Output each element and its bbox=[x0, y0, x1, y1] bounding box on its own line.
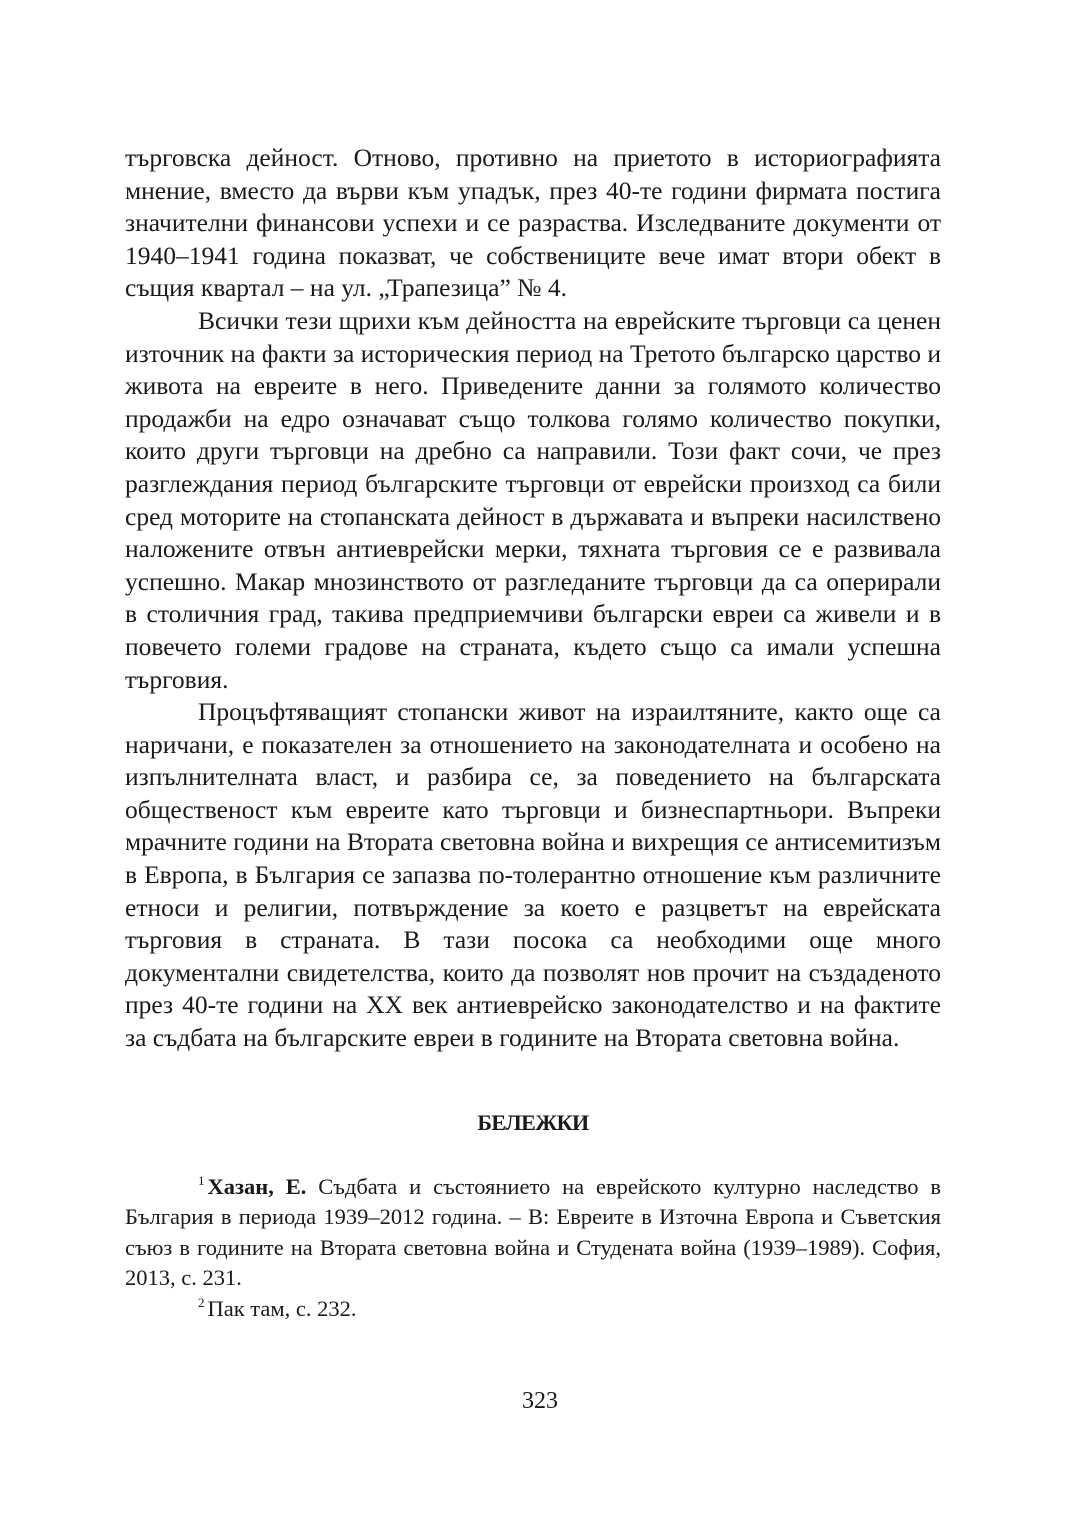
note-2 bbox=[125, 1294, 941, 1325]
note-text: Съдбата и състоянието на еврейското културно наследство в България в периода 1939–2012 година. – В: Евреите в Източна Европа и Съветския съюз в годините на Втората световна война и Студената война (1939–1989). София, 2013, с. 231. bbox=[125, 1173, 941, 1291]
note-1 bbox=[125, 1172, 941, 1294]
note-text: Пак там, с. 232. bbox=[207, 1295, 357, 1321]
page-content bbox=[125, 142, 941, 1324]
note-number: 1 bbox=[198, 1173, 205, 1189]
note-author: Хазан, Е. bbox=[207, 1173, 307, 1199]
body-paragraph-2: Всички тези щрихи към дейността на еврейските търговци са ценен източник на факти за историческия период на Третото българско царство и живота на евреите в него. Приведените данни за голямото количество продажби на едро означават също толкова голямо количество покупки, които други търговци на дребно са направили. Този факт сочи, че през разглеждания период българските търговци от еврейски произход са били сред моторите на стопанската дейност в държавата и въпреки насилствено наложените отвън антиеврейски мерки, тяхната търговия се е развивала успешно. Макар мнозинството от разгледаните търговци да са оперирали в столичния град, такива предприемчиви български евреи са живели и в повечето големи градове на страната, където също са имали успешна търговия. bbox=[125, 305, 941, 694]
page-number: 323 bbox=[522, 1388, 558, 1414]
body-paragraph-1: търговска дейност. Отново, противно на приетото в историографията мнение, вместо да върви към упадък, през 40-те години фирмата постига значителни финансови успехи и се разраства. Изследваните документи от 1940–1941 година показват, че собствениците вече имат втори обект в същия квартал – на ул. „Трапезица” № 4. bbox=[125, 143, 941, 303]
notes-heading: БЕЛЕЖКИ bbox=[477, 1109, 589, 1135]
notes-list bbox=[125, 1172, 941, 1325]
note-number: 2 bbox=[198, 1295, 205, 1311]
body-paragraph-3: Процъфтяващият стопански живот на израилтяните, както още са наричани, е показателен за отношението на законодателната и особено на изпълнителната власт, и разбира се, за поведението на българската общественост към евреите като търговци и бизнеспартньори. Въпреки мрачните години на Втората световна война и вихрещия се антисемитизъм в Европа, в България се запазва по-толерантно отношение към различните етноси и религии, потвърждение за което е разцветът на еврейската търговия в страната. В тази посока са необходими още много документални свидетелства, които да позволят нов прочит на създаденото през 40-те години на ХХ век антиеврейско законодателство и на фактите за съдбата на българските евреи в годините на Втората световна война. bbox=[125, 697, 941, 1053]
